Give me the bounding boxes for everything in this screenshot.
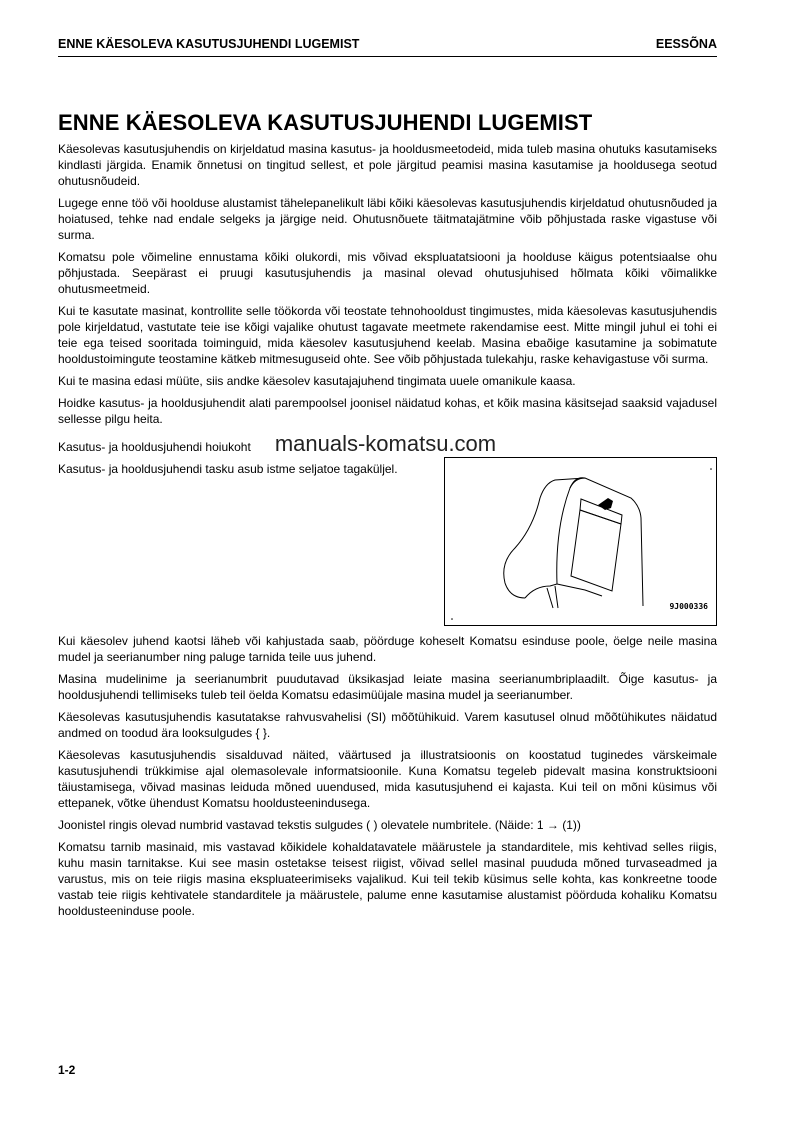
paragraph: Komatsu pole võimeline ennustama kõiki olukordi, mis võivad ekspluatatsiooni ja hoolduse käigus potentsiaalse ohu põhjustada. Seepärast ei pruugi kasutusjuhendis ja masinal olevad ohutusjuhised hõlmata kõiki võimalikke ohutusmeetmeid. <box>58 250 717 296</box>
running-header <box>58 37 717 57</box>
header-left: ENNE KÄESOLEVA KASUTUSJUHENDI LUGEMIST <box>58 37 360 51</box>
paragraph: Kasutus- ja hooldusjuhendi tasku asub istme seljatoe tagaküljel. <box>58 462 398 476</box>
paragraph: Käesolevas kasutusjuhendis kasutatakse rahvusvahelisi (SI) mõõtühikuid. Varem kasutusel olnud mõõtühikutes näidatud andmed on toodud ära looksulgudes { }. <box>58 710 717 740</box>
page-number: 1-2 <box>58 1063 76 1077</box>
paragraph: Käesolevas kasutusjuhendis on kirjeldatud masina kasutus- ja hooldusmeetodeid, mida tuleb masina ohutuks kasutamiseks kindlasti järgida. Enamik õnnetusi on tingitud sellest, et pole järgitud peamisi masina kasutamise ja hooldusega seotud ohutusnõudeid. <box>58 142 717 188</box>
paragraph: Kui te kasutate masinat, kontrollite selle töökorda või teostate tehnohooldust tingimustes, mida käesolevas kasutusjuhendis pole kirjeldatud, vastutate teie ise kõigi vajalike ohutust tagavate meetmete rakendamise eest. Mitte mingil juhul ei tohi ei teie ega teised sooritada toiminguid, mida käesolev kasutusjuhend keelab. Masina ebaõige kasutamine ja sobimatute hooldustoimingute teostamine kätkeb mitmesuguseid ohte. See võib põhjustada tulekahju, raske kehavigastuse või surma. <box>58 304 717 366</box>
header-right: EESSÕNA <box>655 37 717 51</box>
paragraph: Kui käesolev juhend kaotsi läheb või kahjustada saab, pöörduge koheselt Komatsu esinduse poole, öelge neile masina mudel ja seerianumber ning paluge tarnida teile uus juhend. <box>58 634 717 664</box>
subheading-row <box>58 433 717 455</box>
watermark: manuals-komatsu.com <box>274 431 497 456</box>
paragraph: Komatsu tarnib masinaid, mis vastavad kõikidele kohaldatavatele määrustele ja standarditele, mis kehtivad selles riigis, kuhu masin tarnitakse. Kui see masin ostetakse teisest riigist, võivad sellel masinal puududa mõned turvaseadmed ja varustus, mis on teie riigis masina ekspluateerimiseks vajalikud. Kui teil tekib küsimus selle kohta, kas konkreetne toode vastab teie riigis kehtivatele standarditele ja määrustele, palume enne kasutamise alustamist pöörduda kohaliku Komatsu hooldusteeninduse poole. <box>58 840 717 918</box>
figure-code: 9J000336 <box>669 602 708 611</box>
subheading: Kasutus- ja hooldusjuhendi hoiukoht <box>58 440 251 454</box>
figure-row <box>58 461 717 633</box>
page-title: ENNE KÄESOLEVA KASUTUSJUHENDI LUGEMIST <box>58 110 593 135</box>
paragraph: Masina mudelinime ja seerianumbrit puudutavad üksikasjad leiate masina seerianumbriplaadilt. Õige kasutus- ja hooldusjuhendi tellimiseks tuleb teil öelda Komatsu edasimüüjale masina mudel ja seerianumber. <box>58 672 717 702</box>
paragraph: Kui te masina edasi müüte, siis andke käesolev kasutajajuhend tingimata uuele omanikule kaasa. <box>58 374 576 388</box>
body-text <box>58 141 717 925</box>
paragraph: Joonistel ringis olevad numbrid vastavad tekstis sulgudes ( ) olevatele numbritele. (Näide: 1 → (1)) <box>58 818 581 832</box>
seat-figure <box>444 457 717 626</box>
arrow-icon <box>598 498 613 510</box>
paragraph: Lugege enne töö või hoolduse alustamist tähelepanelikult läbi kõiki käesolevas kasutusjuhendis kirjeldatud ohutusnõuded ja hoiatused, tehke nad endale selgeks ja järgige neid. Ohutusnõuete täitmatajätmine võib põhjustada raske vigastuse või surma. <box>58 196 717 242</box>
paragraph: Käesolevas kasutusjuhendis sisalduvad näited, väärtused ja illustratsioonis on koostatud tuginedes värskeimale kasutusjuhendi trükkimise ajal olemasolevale informatsioonile. Kuna Komatsu tegeleb pidevalt masina konstruktsiooni täiustamisega, võivad masinas leiduda mõned uuendused, mida kasutusjuhend ei kajasta. Kui teil on mõni küsimus või ettepanek, võtke ühendust Komatsu hooldusteenindusega. <box>58 748 717 810</box>
paragraph: Hoidke kasutus- ja hooldusjuhendit alati parempoolsel joonisel näidatud kohas, et kõik masina käsitsejad saaksid vajadusel sellesse pilgu heita. <box>58 396 717 426</box>
